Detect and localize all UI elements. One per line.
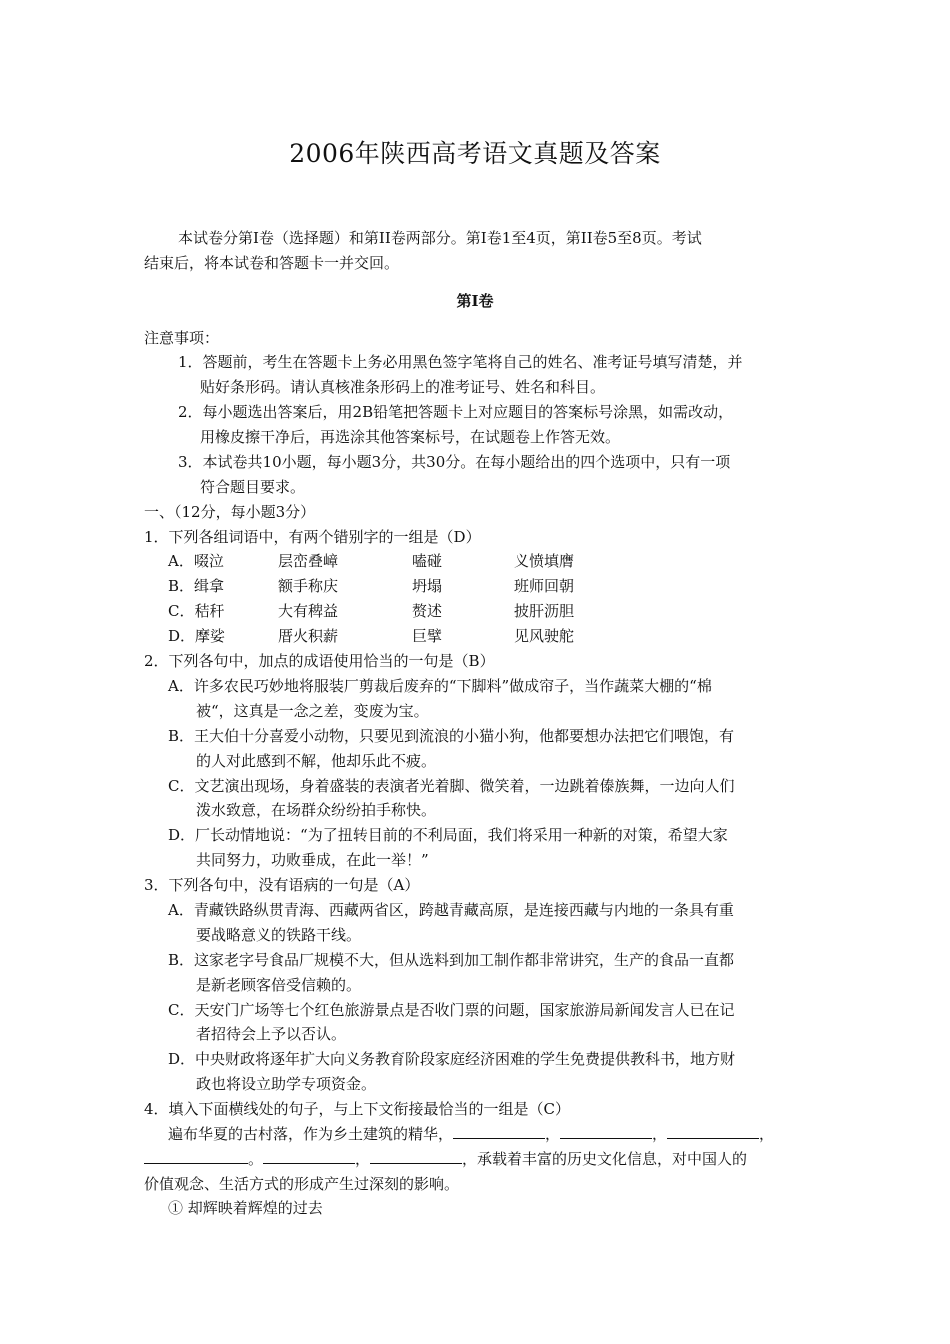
q3-option-b-line-2: 是新老顾客倍受信赖的。	[196, 976, 362, 994]
answer-blank-2[interactable]	[560, 1124, 652, 1139]
q1-row-d-1: D．摩娑	[168, 627, 226, 645]
answer-blank-6[interactable]	[370, 1149, 462, 1164]
q3-option-c-line-2: 者招待会上予以否认。	[196, 1025, 347, 1043]
q2-option-b-line-2: 的人对此感到不解，他却乐此不疲。	[196, 752, 437, 770]
q1-row-b-1: B．缉拿	[168, 577, 225, 595]
q2-option-d-line-1: D．厂长动情地说：“为了扭转目前的不利局面，我们将采用一种新的对策，希望大家	[168, 826, 728, 844]
q4-passage-line-3: 价值观念、生活方式的形成产生过深刻的影响。	[144, 1175, 460, 1193]
notice-2-line-1: 2．每小题选出答案后，用2B铅笔把答题卡上对应题目的答案标号涂黑，如需改动，	[178, 403, 734, 421]
q1-row-a-3: 嗑碰	[412, 552, 443, 570]
answer-blank-1[interactable]	[453, 1124, 545, 1139]
notice-3-line-2: 符合题目要求。	[200, 478, 306, 496]
q2-option-c-line-2: 泼水致意，在场群众纷纷拍手称快。	[196, 801, 437, 819]
q3-option-d-line-2: 政也将设立助学专项资金。	[196, 1075, 377, 1093]
q1-row-b-4: 班师回朝	[514, 577, 575, 595]
answer-blank-5[interactable]	[263, 1149, 355, 1164]
q1-row-d-4: 见风驶舵	[514, 627, 575, 645]
q3-option-c-line-1: C．天安门广场等七个红色旅游景点是否收门票的问题，国家旅游局新闻发言人已在记	[168, 1001, 735, 1019]
q2-option-a-line-2: 被“，这真是一念之差，变废为宝。	[196, 702, 429, 720]
notice-label: 注意事项：	[144, 329, 220, 347]
document-title: 2006年陕西高考语文真题及答案	[289, 139, 661, 168]
answer-blank-3[interactable]	[667, 1124, 759, 1139]
q1-row-c-4: 披肝沥胆	[514, 602, 575, 620]
q4-passage-line-1: 遍布华夏的古村落，作为乡土建筑的精华， ， ， ，	[168, 1125, 775, 1143]
section-title: 第Ⅰ卷	[456, 292, 494, 310]
intro-line-2: 结束后，将本试卷和答题卡一并交回。	[144, 254, 400, 272]
q4-passage-text-1: 遍布华夏的古村落，作为乡土建筑的精华，	[168, 1125, 454, 1143]
q1-row-a-4: 义愤填膺	[514, 552, 575, 570]
q1-row-b-3: 坍塌	[412, 577, 443, 595]
q1-row-c-1: C．秸秆	[168, 602, 225, 620]
q1-row-d-2: 厝火积薪	[278, 627, 339, 645]
part-one-heading: 一、（12分，每小题3分）	[144, 503, 316, 521]
notice-2-line-2: 用橡皮擦干净后，再选涂其他答案标号，在试题卷上作答无效。	[200, 428, 621, 446]
q1-row-b-2: 额手称庆	[278, 577, 339, 595]
notice-1-line-1: 1．答题前，考生在答题卡上务必用黑色签字笔将自己的姓名、准考证号填写清楚，并	[178, 353, 743, 371]
q1-row-c-3: 赘述	[412, 602, 443, 620]
q1-row-c-2: 大有稗益	[278, 602, 339, 620]
q3-option-d-line-1: D．中央财政将逐年扩大向义务教育阶段家庭经济困难的学生免费提供教科书，地方财	[168, 1050, 736, 1068]
q2-option-c-line-1: C．文艺演出现场，身着盛装的表演者光着脚、微笑着，一边跳着傣族舞，一边向人们	[168, 777, 735, 795]
q4-passage-text-2: ，承载着丰富的历史文化信息，对中国人的	[462, 1150, 748, 1168]
q2-option-d-line-2: 共同努力，功败垂成，在此一举！”	[196, 851, 429, 869]
intro-line-1: 本试卷分第Ⅰ卷（选择题）和第II卷两部分。第Ⅰ卷1至4页，第II卷5至8页。考试	[178, 229, 702, 247]
q3-option-b-line-1: B．这家老字号食品厂规模不大，但从选料到加工制作都非常讲究，生产的食品一直都	[168, 951, 735, 969]
notice-3-line-1: 3．本试卷共10小题，每小题3分，共30分。在每小题给出的四个选项中，只有一项	[178, 453, 731, 471]
q3-option-a-line-1: A．青藏铁路纵贯青海、西藏两省区，跨越青藏高原，是连接西藏与内地的一条具有重	[168, 901, 734, 919]
q4-item-1: ① 却辉映着辉煌的过去	[168, 1199, 323, 1217]
answer-blank-4[interactable]	[144, 1149, 248, 1164]
q2-option-a-line-1: A．许多农民巧妙地将服装厂剪裁后废弃的“下脚料”做成帘子，当作蔬菜大棚的“棉	[168, 677, 712, 695]
q3-stem: 3．下列各句中，没有语病的一句是（A）	[144, 876, 420, 894]
q1-row-a-2: 层峦叠嶂	[278, 552, 339, 570]
q1-stem: 1．下列各组词语中，有两个错别字的一组是（D）	[144, 528, 481, 546]
q1-row-a-1: A．啜泣	[168, 552, 224, 570]
q2-stem: 2．下列各句中，加点的成语使用恰当的一句是（B）	[144, 652, 495, 670]
q2-option-b-line-1: B．王大伯十分喜爱小动物，只要见到流浪的小猫小狗，他都要想办法把它们喂饱，有	[168, 727, 735, 745]
q4-passage-line-2: 。 ， ，承载着丰富的历史文化信息，对中国人的	[144, 1149, 747, 1169]
q4-stem: 4．填入下面横线处的句子，与上下文衔接最恰当的一组是（C）	[144, 1100, 571, 1118]
notice-1-line-2: 贴好条形码。请认真核准条形码上的准考证号、姓名和科目。	[200, 378, 606, 396]
q3-option-a-line-2: 要战略意义的铁路干线。	[196, 926, 362, 944]
q1-row-d-3: 巨擘	[412, 627, 443, 645]
